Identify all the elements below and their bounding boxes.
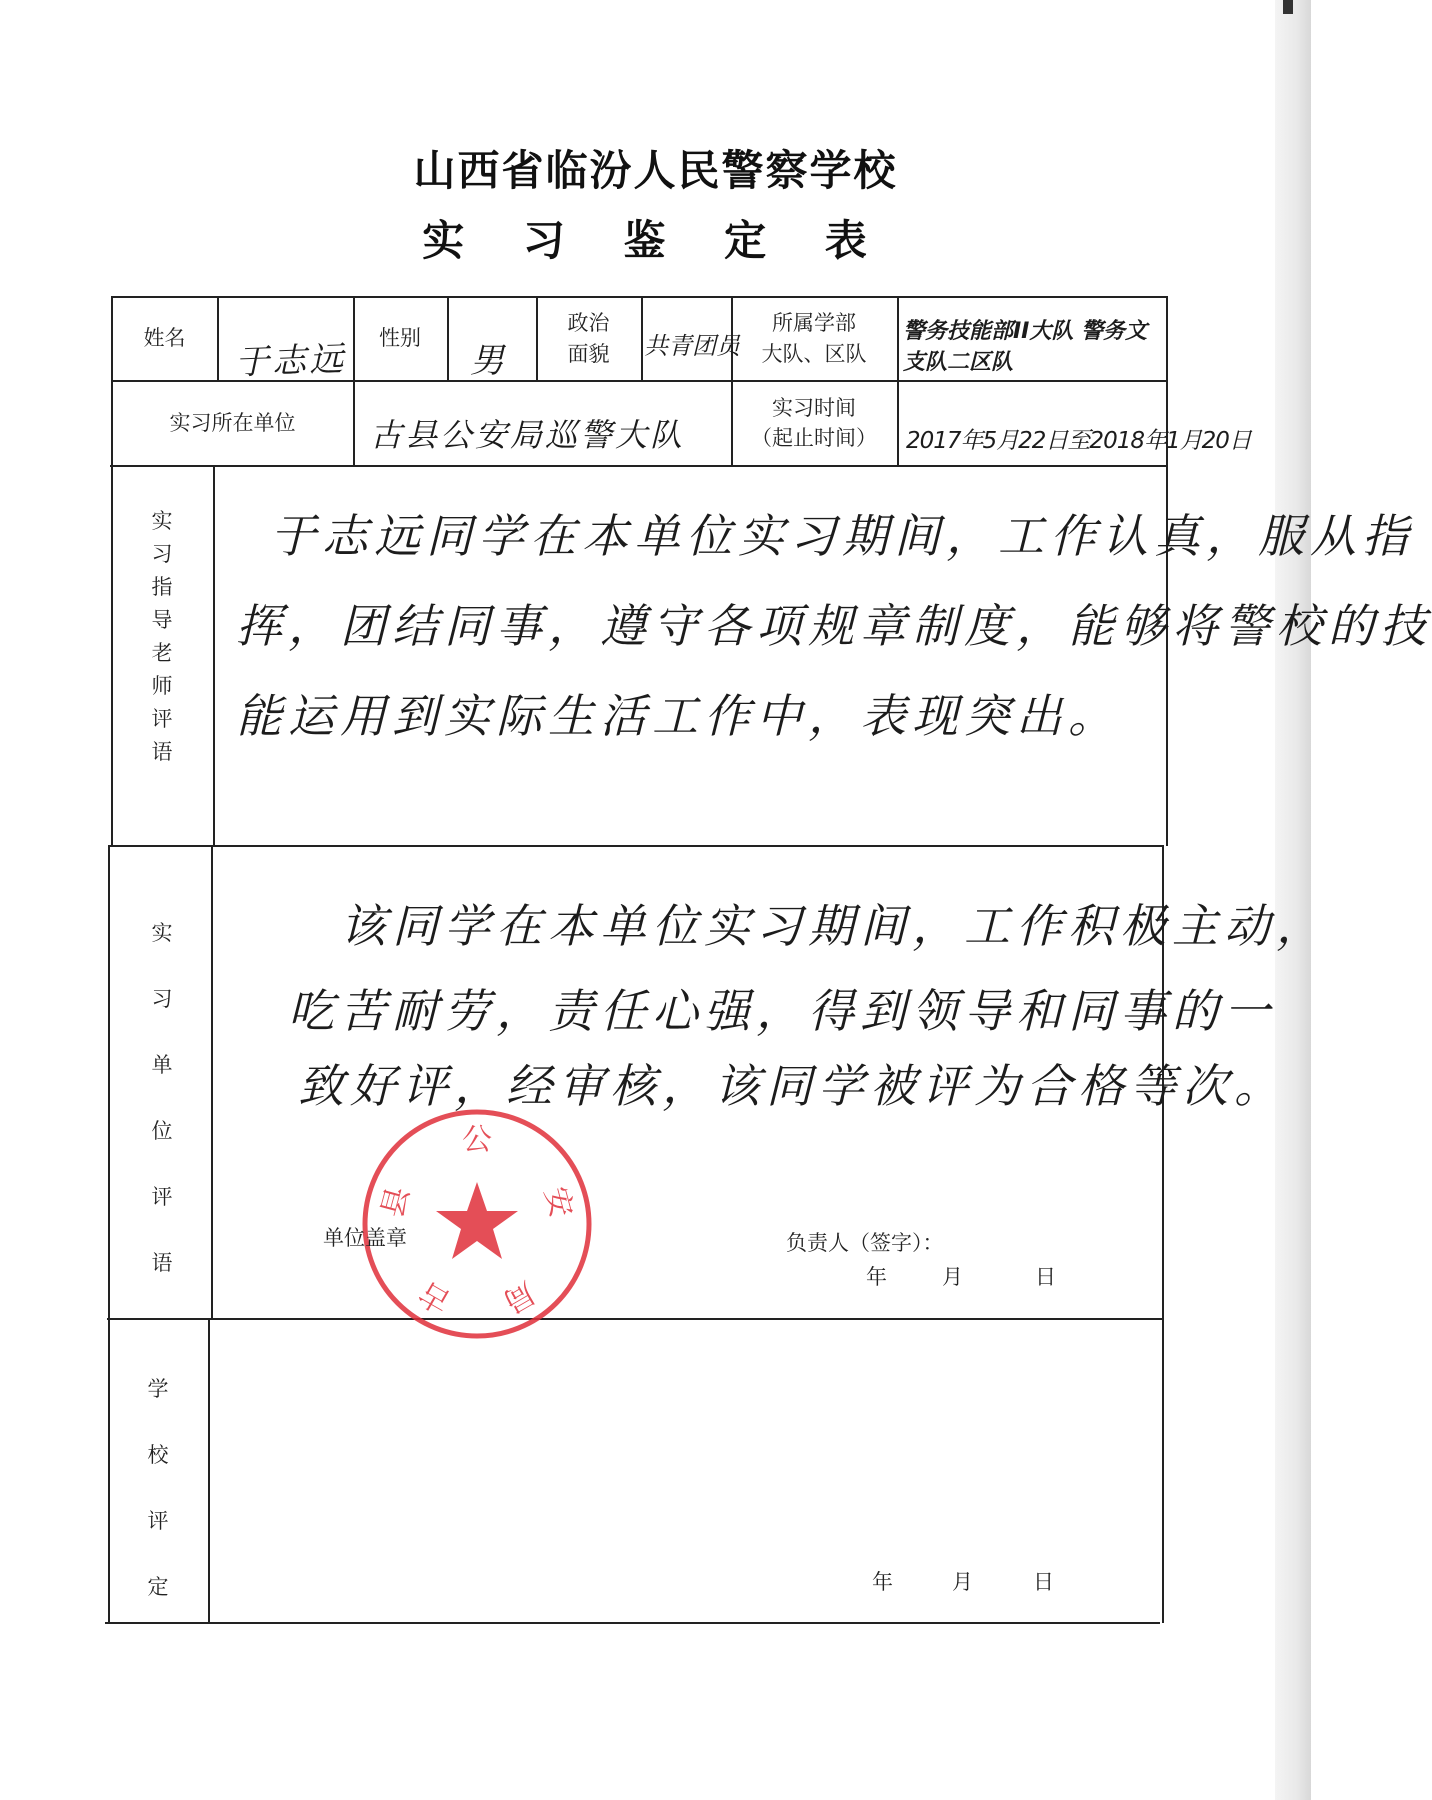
- table-col-divider: [213, 465, 215, 846]
- table-col-divider: [641, 296, 643, 381]
- table-row-divider: [107, 1318, 1162, 1320]
- seal-char: 县: [375, 1183, 417, 1222]
- political-value: 共青团员: [644, 332, 740, 360]
- gender-label: 性别: [379, 326, 421, 351]
- political-label: [536, 297, 641, 380]
- table-row-divider: [109, 845, 1164, 847]
- unit-comment-line-3: 致好评，经审核，该同学被评为合格等次。: [298, 1059, 1286, 1113]
- seal-label: 单位盖章: [323, 1226, 407, 1250]
- name-value: 于志远: [234, 339, 347, 383]
- table-col-divider: [208, 1318, 210, 1623]
- school-date-year: 年: [872, 1570, 893, 1594]
- table-col-divider: [211, 845, 213, 1319]
- table-border-left: [108, 845, 110, 1623]
- unit-date-month: 月: [942, 1265, 963, 1289]
- time-label: [731, 381, 897, 465]
- seal-char: 局: [497, 1274, 541, 1320]
- seal-char: 古: [413, 1274, 457, 1320]
- table-col-divider: [217, 296, 219, 381]
- unit-comment-label: 实 习 单 位 评 语: [151, 921, 173, 1275]
- time-label-line1: 实习时间: [772, 395, 856, 420]
- table-border-right: [1162, 845, 1164, 1623]
- gender-value: 男: [470, 341, 507, 381]
- form-title: 实 习 鉴 定 表: [422, 216, 889, 265]
- teacher-comment-label: 实 习 指 导 老 师 评 语: [151, 509, 173, 764]
- table-col-divider: [447, 296, 449, 381]
- teacher-comment-line-1: 于志远同学在本单位实习期间，工作认真，服从指: [270, 509, 1414, 563]
- dept-value-line2: 支队二区队: [903, 350, 1014, 375]
- table-border-right: [1166, 296, 1168, 846]
- dept-label-line1: 所属学部: [772, 311, 856, 336]
- political-label-line2: 面貌: [567, 341, 610, 366]
- school-evaluation-label: 学 校 评 定: [147, 1377, 169, 1599]
- unit-date-day: 日: [1035, 1265, 1056, 1289]
- unit-value: 古县公安局巡警大队: [370, 416, 686, 454]
- seal-char: 安: [537, 1183, 579, 1222]
- page-title: 山西省临汾人民警察学校: [413, 146, 898, 195]
- signer-label: 负责人（签字）：: [786, 1231, 944, 1255]
- dept-label-line2: 大队、区队: [761, 341, 867, 366]
- dept-label: [731, 297, 897, 380]
- dept-value-line1: 警务技能部II大队 警务文: [903, 319, 1148, 344]
- unit-label: 实习所在单位: [169, 410, 296, 435]
- unit-comment-line-2: 吃苦耐劳，责任心强，得到领导和同事的一: [288, 984, 1276, 1038]
- table-row-divider: [110, 465, 1167, 467]
- time-value: 2017年5月22日至2018年1月20日: [906, 428, 1251, 454]
- seal-char: 公: [462, 1122, 492, 1158]
- school-date-month: 月: [952, 1570, 973, 1594]
- scan-edge-mark: [1283, 0, 1293, 14]
- teacher-comment-line-2: 挥，团结同事，遵守各项规章制度，能够将警校的技: [236, 599, 1432, 653]
- time-label-line2: （起止时间）: [751, 426, 877, 450]
- teacher-comment-line-3: 能运用到实际生活工作中，表现突出。: [236, 689, 1120, 743]
- table-col-divider: [897, 296, 899, 466]
- table-border-bottom: [105, 1622, 1160, 1624]
- school-date-day: 日: [1033, 1570, 1054, 1594]
- unit-date-year: 年: [866, 1265, 887, 1289]
- unit-comment-line-1: 该同学在本单位实习期间，工作积极主动，: [340, 899, 1328, 953]
- political-label-line1: 政治: [567, 311, 610, 336]
- seal-star: [436, 1182, 518, 1259]
- name-label: 姓名: [143, 326, 186, 351]
- table-col-divider: [353, 380, 355, 466]
